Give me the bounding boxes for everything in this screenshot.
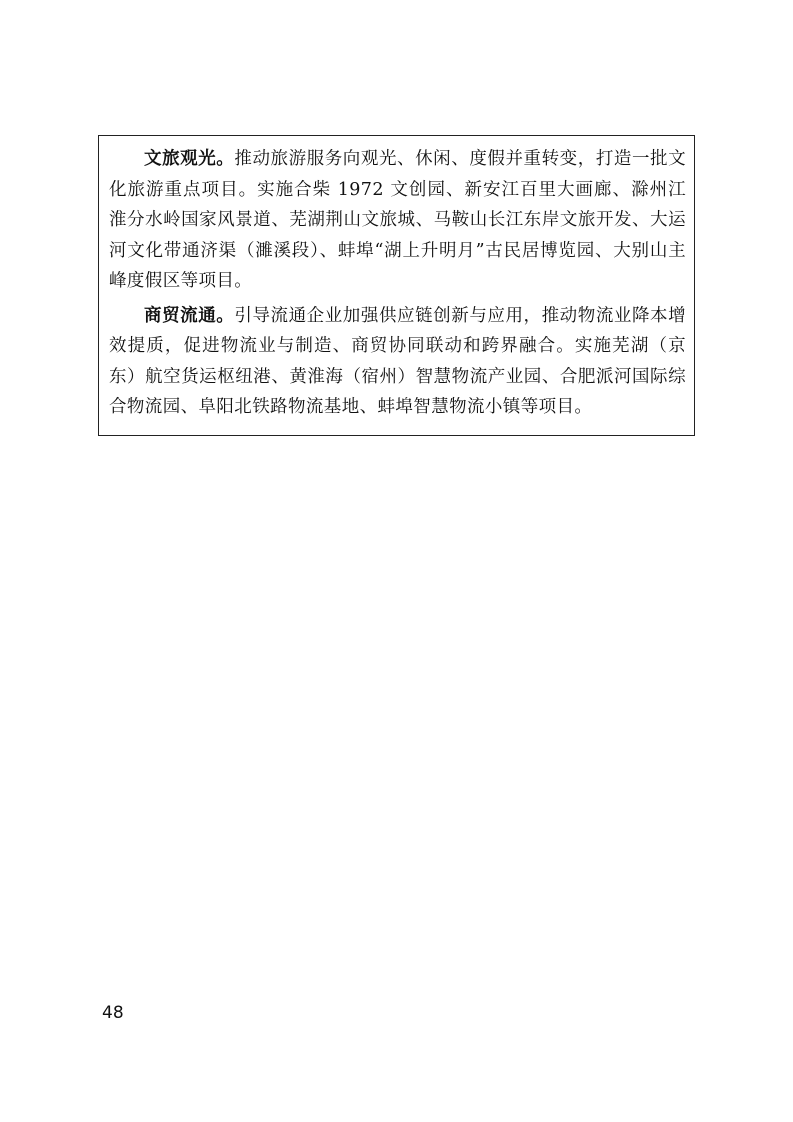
paragraph-cultural-tourism [109,144,686,297]
page-number: 48 [102,1003,124,1023]
paragraph-heading: 文旅观光。 [144,149,235,169]
boxed-text-panel [98,135,695,436]
paragraph-body: 引导流通企业加强供应链创新与应用，推动物流业降本增效提质，促进物流业与制造、商贸协同联动和跨界融合。实施芜湖（京东）航空货运枢纽港、黄淮海（宿州）智慧物流产业园、合肥派河国际综合物流园、阜阳北铁路物流基地、蚌埠智慧物流小镇等项目。 [109,305,687,417]
paragraph-heading: 商贸流通。 [144,305,235,326]
paragraph-commerce-logistics [109,301,686,423]
paragraph-body: 推动旅游服务向观光、休闲、度假并重转变，打造一批文化旅游重点项目。实施合柴 1972 文创园、新安江百里大画廊、滁州江淮分水岭国家风景道、芜湖荆山文旅城、马鞍山长江东岸文旅开发、大运河文化带通济渠（濉溪段）、蚌埠“湖上升明月”古民居博览园、大别山主峰度假区等项目。 [109,149,687,291]
